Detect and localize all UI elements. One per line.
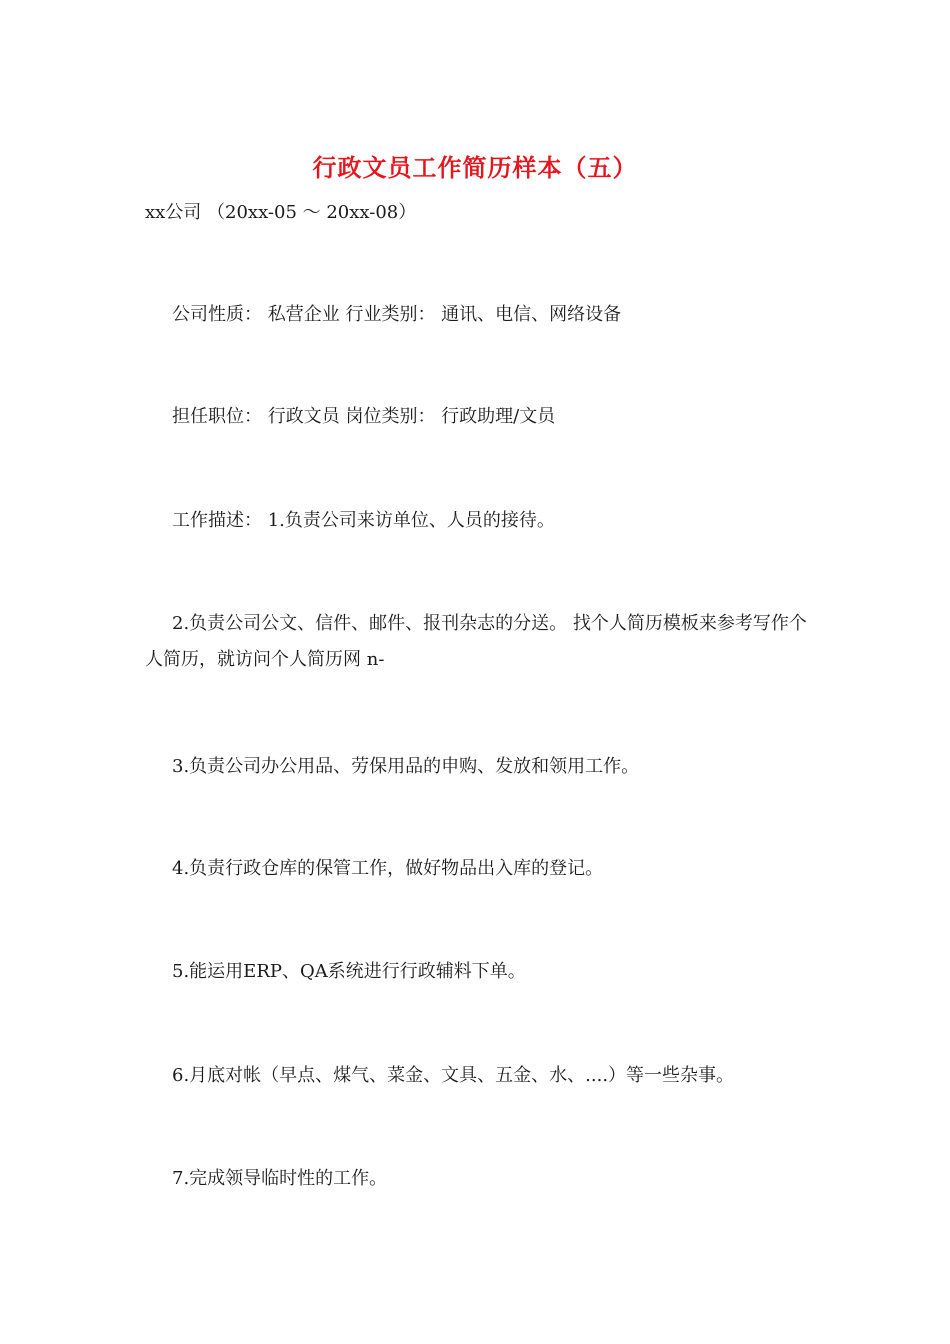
company-nature-line: 公司性质： 私营企业 行业类别： 通讯、电信、网络设备 xyxy=(172,304,622,325)
position-line: 担任职位： 行政文员 岗位类别： 行政助理/文员 xyxy=(172,406,556,427)
duty-item-2: 2.负责公司公文、信件、邮件、报刊杂志的分送。 找个人简历模板来参考写作个人简历，就访问个人简历网 n- xyxy=(145,613,807,670)
duty-item-3: 3.负责公司办公用品、劳保用品的申购、发放和领用工作。 xyxy=(172,756,640,777)
duty-item-6: 6.月底对帐（早点、煤气、菜金、文具、五金、水、....）等一些杂事。 xyxy=(172,1065,735,1086)
document-title: 行政文员工作简历样本（五） xyxy=(312,153,638,182)
duty-item-4: 4.负责行政仓库的保管工作，做好物品出入库的登记。 xyxy=(172,858,604,879)
company-line: xx公司 （20xx-05 ～ 20xx-08） xyxy=(145,202,417,223)
job-description-line: 工作描述： 1.负责公司来访单位、人员的接待。 xyxy=(172,510,555,531)
duty-item-7: 7.完成领导临时性的工作。 xyxy=(172,1168,388,1189)
duty-item-5: 5.能运用ERP、QA系统进行行政辅料下单。 xyxy=(172,961,526,982)
